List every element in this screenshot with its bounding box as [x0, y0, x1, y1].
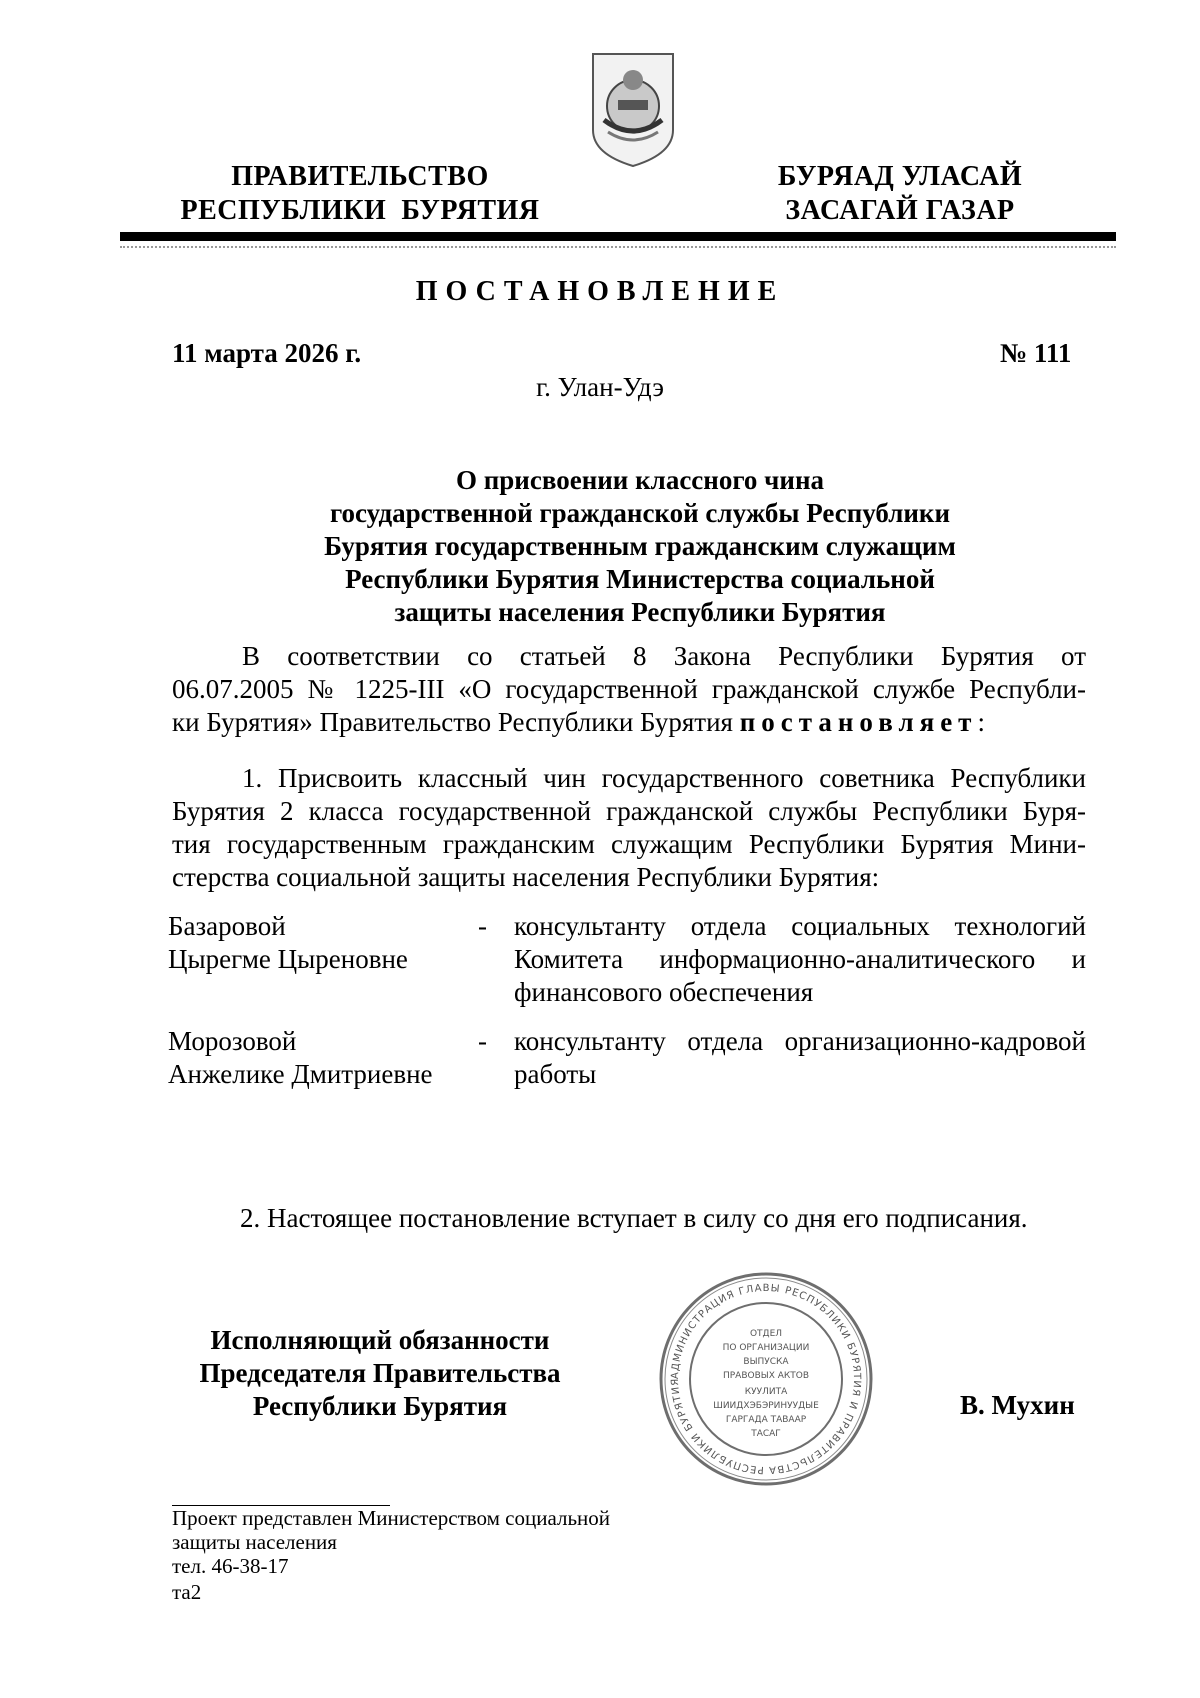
clause-1-line: тия государственным гражданским служащим Республики Бурятия Мини- [172, 829, 1086, 859]
appointee-surname: Базаровой [168, 911, 286, 941]
signer-name: В. Мухин [960, 1390, 1075, 1420]
clause-1-line: стерства социальной защиты населения Республики Бурятия: [172, 862, 880, 892]
preamble-line3-text: ки Бурятия» Правительство Республики Бурятия [172, 707, 740, 737]
stamp-outer-text: АДМИНИСТРАЦИЯ ГЛАВЫ РЕСПУБЛИКИ БУРЯТИЯ И ПРАВИТЕЛЬСТВА РЕСПУБЛИКИ БУРЯТИЯ [669, 1282, 863, 1476]
stamp-center-line: КУУЛИТА [744, 1387, 788, 1397]
government-name-russian [160, 160, 560, 228]
gov-right-line1: БУРЯАД УЛАСАЙ [777, 161, 1023, 192]
signer-title-line: Республики Бурятия [252, 1391, 508, 1421]
government-name-buryat [745, 160, 1055, 228]
footer-note [172, 1506, 610, 1578]
document-title: ПОСТАНОВЛЕНИЕ [415, 276, 785, 307]
signer-title-line: Председателя Правительства [199, 1358, 561, 1388]
stamp-center-line: ВЫПУСКА [743, 1357, 789, 1367]
stamp-center-line: ТАСАГ [751, 1429, 781, 1439]
stamp-center-line: ОТДЕЛ [749, 1329, 783, 1339]
gov-right-line2: ЗАСАГАЙ ГАЗАР [785, 195, 1015, 226]
subject-line: государственной гражданской службы Республики [329, 498, 951, 528]
stamp-center-line: ПРАВОВЫХ АКТОВ [722, 1371, 810, 1381]
stamp-center-line: ПО ОРГАНИЗАЦИИ [722, 1343, 810, 1353]
coat-of-arms-emblem [588, 50, 678, 168]
subject-line: О присвоении классного чина [455, 465, 825, 495]
appointee-name [168, 910, 408, 976]
preamble-line [172, 706, 1086, 739]
appointee-dash: - [478, 1026, 487, 1056]
subject-line: Бурятия государственным гражданским служащим [324, 531, 956, 561]
stamp-center-line: ГАРГАДА ТАВААР [725, 1415, 807, 1425]
position-line: работы [514, 1059, 597, 1089]
gov-left-line1: ПРАВИТЕЛЬСТВО [231, 161, 489, 192]
appointee-given-name: Анжелике Дмитриевне [168, 1059, 433, 1089]
document-number: № 111 [1000, 338, 1072, 368]
header-rule-thick [120, 232, 1116, 241]
preamble-line: В соответствии со статьей 8 Закона Республики Бурятия от [242, 641, 1086, 671]
header-rule-thin [120, 246, 1116, 248]
preamble-line: 06.07.2005 № 1225-III «О государственной гражданской службе Республи- [172, 674, 1086, 704]
footer-line: Проект представлен Министерством социальной [172, 1506, 611, 1530]
position-line: Комитета информационно-аналитического и [514, 944, 1086, 974]
signer-title [180, 1324, 580, 1423]
appointee-dash: - [478, 911, 487, 941]
clause-1-line: Бурятия 2 класса государственной гражданской службы Республики Буря- [172, 796, 1086, 826]
position-line: финансового обеспечения [514, 977, 814, 1007]
appointee-given-name: Цырегме Цыреновне [168, 944, 408, 974]
appointee-position [514, 910, 1086, 1009]
footer-code: та2 [172, 1580, 202, 1604]
document-date: 11 марта 2026 г. [172, 338, 362, 368]
preamble-colon: : [977, 707, 985, 737]
gov-left-line2: РЕСПУБЛИКИ БУРЯТИЯ [180, 195, 540, 226]
clause-2: 2. Настоящее постановление вступает в силу со дня его подписания. [240, 1203, 1028, 1233]
appointee-name [168, 1025, 433, 1091]
appointee-surname: Морозовой [168, 1026, 297, 1056]
footer-phone: тел. 46-38-17 [172, 1554, 289, 1578]
appointee-position [514, 1025, 1086, 1091]
document-subject [200, 464, 1080, 629]
footer-line: защиты населения [172, 1530, 337, 1554]
document-city: г. Улан-Удэ [536, 372, 664, 402]
subject-line: Республики Бурятия Министерства социальной [345, 564, 935, 594]
official-stamp [657, 1270, 875, 1488]
stamp-center-line: ШИИДХЭБЭРИНУУДЫЕ [713, 1401, 819, 1411]
clause-1-line: 1. Присвоить классный чин государственного советника Республики [242, 763, 1086, 793]
preamble-paragraph [172, 640, 1086, 739]
subject-line: защиты населения Республики Бурятия [394, 597, 886, 627]
resolves-word: постановляет [739, 707, 978, 737]
position-line: консультанту отдела социальных технологий [514, 911, 1086, 941]
signer-title-line: Исполняющий обязанности [210, 1325, 550, 1355]
clause-1 [172, 762, 1086, 894]
position-line: консультанту отдела организационно-кадровой [514, 1026, 1086, 1056]
